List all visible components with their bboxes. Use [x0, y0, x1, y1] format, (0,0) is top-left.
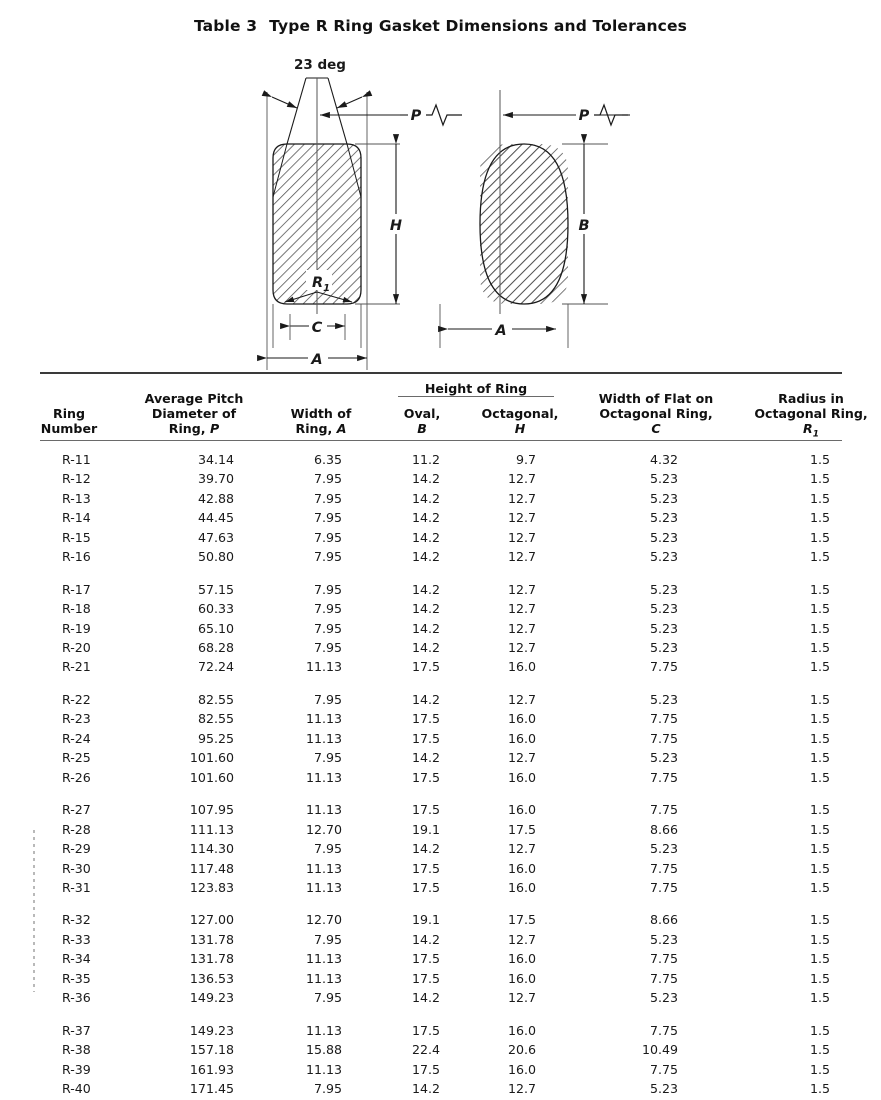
cell-R1: 1.5 — [809, 931, 830, 947]
cell-A: 7.95 — [313, 841, 342, 857]
column-header-radius: Radius in Octagonal Ring, $R_1$ — [754, 391, 868, 440]
cell-B: 17.5 — [411, 730, 440, 746]
cell-C: 8.66 — [649, 912, 678, 928]
cell-A: 11.13 — [305, 711, 342, 727]
table-row — [0, 621, 881, 640]
cell-A: 7.95 — [313, 601, 342, 617]
table-row — [0, 1023, 881, 1042]
cell-R1: 1.5 — [809, 529, 830, 545]
cell-C: 5.23 — [649, 510, 678, 526]
cell-A: 11.13 — [305, 1022, 342, 1038]
cell-A: 12.70 — [305, 912, 342, 928]
table-row — [0, 802, 881, 821]
cell-C: 5.23 — [649, 581, 678, 597]
cell-A: 11.13 — [305, 970, 342, 986]
cell-ring_number: R-39 — [62, 1061, 91, 1077]
table-row — [0, 861, 881, 880]
page-title — [0, 17, 881, 35]
cell-C: 7.75 — [649, 951, 678, 967]
cell-ring_number: R-32 — [62, 912, 91, 928]
cell-ring_number: R-22 — [62, 691, 91, 707]
cell-C: 7.75 — [649, 730, 678, 746]
cell-ring_number: R-37 — [62, 1022, 91, 1038]
cell-B: 14.2 — [411, 841, 440, 857]
column-header-pitch-diameter: Average Pitch Diameter of Ring, P — [144, 391, 244, 437]
cell-H: 12.7 — [507, 620, 536, 636]
cell-B: 14.2 — [411, 471, 440, 487]
cell-ring_number: R-38 — [62, 1042, 91, 1058]
cell-A: 11.13 — [305, 951, 342, 967]
cell-A: 7.95 — [313, 1081, 342, 1096]
cell-R1: 1.5 — [809, 640, 830, 655]
cell-A: 11.13 — [305, 879, 342, 895]
cell-ring_number: R-30 — [62, 860, 91, 876]
cell-P: 95.25 — [197, 730, 234, 746]
oval-width-label: A — [495, 323, 507, 339]
cell-H: 12.7 — [507, 640, 536, 655]
cell-H: 9.7 — [515, 452, 536, 467]
octagonal-height-label: H — [389, 218, 403, 234]
table-row — [0, 971, 881, 990]
cell-R1: 1.5 — [809, 1042, 830, 1058]
cell-P: 50.80 — [197, 549, 234, 565]
cell-ring_number: R-23 — [62, 711, 91, 727]
cell-ring_number: R-11 — [62, 452, 91, 467]
table-row — [0, 1081, 881, 1100]
cell-A: 15.88 — [305, 1042, 342, 1058]
cell-P: 72.24 — [197, 659, 234, 675]
cell-P: 114.30 — [189, 841, 234, 857]
cell-C: 7.75 — [649, 769, 678, 785]
cell-C: 5.23 — [649, 841, 678, 857]
cell-H: 12.7 — [507, 750, 536, 766]
table-row — [0, 601, 881, 620]
cell-P: 39.70 — [197, 471, 234, 487]
cell-A: 11.13 — [305, 1061, 342, 1077]
cell-P: 60.33 — [197, 601, 234, 617]
cell-ring_number: R-25 — [62, 750, 91, 766]
cell-R1: 1.5 — [809, 1061, 830, 1077]
cell-ring_number: R-35 — [62, 970, 91, 986]
cell-ring_number: R-16 — [62, 549, 91, 565]
cell-P: 136.53 — [189, 970, 234, 986]
table-row — [0, 750, 881, 769]
cell-C: 7.75 — [649, 711, 678, 727]
cell-ring_number: R-24 — [62, 730, 91, 746]
table-row — [0, 452, 881, 471]
cell-A: 7.95 — [313, 529, 342, 545]
cell-B: 17.5 — [411, 951, 440, 967]
cell-R1: 1.5 — [809, 951, 830, 967]
cell-C: 5.23 — [649, 691, 678, 707]
cell-R1: 1.5 — [809, 601, 830, 617]
cell-C: 7.75 — [649, 860, 678, 876]
cell-ring_number: R-20 — [62, 640, 91, 655]
cell-C: 8.66 — [649, 821, 678, 837]
cell-R1: 1.5 — [809, 730, 830, 746]
cell-B: 17.5 — [411, 769, 440, 785]
cell-B: 14.2 — [411, 990, 440, 1006]
cell-B: 19.1 — [411, 912, 440, 928]
cell-A: 7.95 — [313, 549, 342, 565]
cell-H: 12.7 — [507, 601, 536, 617]
cell-H: 16.0 — [507, 1061, 536, 1077]
column-header-oval: Oval, B — [403, 406, 441, 437]
cell-P: 149.23 — [189, 1022, 234, 1038]
cell-H: 16.0 — [507, 769, 536, 785]
cell-B: 17.5 — [411, 970, 440, 986]
cell-ring_number: R-19 — [62, 620, 91, 636]
cell-H: 12.7 — [507, 471, 536, 487]
cell-P: 107.95 — [189, 802, 234, 818]
cell-C: 7.75 — [649, 879, 678, 895]
cell-H: 12.7 — [507, 529, 536, 545]
cell-R1: 1.5 — [809, 510, 830, 526]
cell-B: 17.5 — [411, 1061, 440, 1077]
cell-A: 7.95 — [313, 931, 342, 947]
cell-B: 14.2 — [411, 1081, 440, 1096]
cell-ring_number: R-28 — [62, 821, 91, 837]
cell-H: 12.7 — [507, 691, 536, 707]
cell-H: 16.0 — [507, 730, 536, 746]
cell-A: 7.95 — [313, 990, 342, 1006]
cell-A: 7.95 — [313, 490, 342, 506]
cell-R1: 1.5 — [809, 802, 830, 818]
cell-H: 12.7 — [507, 581, 536, 597]
cell-ring_number: R-18 — [62, 601, 91, 617]
cell-B: 17.5 — [411, 802, 440, 818]
cell-C: 5.23 — [649, 549, 678, 565]
cell-B: 14.2 — [411, 549, 440, 565]
cell-P: 127.00 — [189, 912, 234, 928]
table-number: Table 3 — [193, 17, 258, 35]
cell-A: 7.95 — [313, 750, 342, 766]
cell-A: 11.13 — [305, 860, 342, 876]
table-row — [0, 491, 881, 510]
oval-ring-shape — [480, 144, 568, 304]
cell-P: 82.55 — [197, 691, 234, 707]
cell-A: 11.13 — [305, 659, 342, 675]
table-row — [0, 530, 881, 549]
cell-C: 5.23 — [649, 931, 678, 947]
table-row — [0, 1062, 881, 1081]
cell-P: 34.14 — [197, 452, 234, 467]
cell-H: 16.0 — [507, 860, 536, 876]
column-header-width-of-flat: Width of Flat on Octagonal Ring, C — [598, 391, 714, 437]
table-row — [0, 770, 881, 803]
cell-A: 6.35 — [313, 452, 342, 467]
table-row — [0, 1042, 881, 1061]
table-row — [0, 471, 881, 490]
cell-A: 11.13 — [305, 730, 342, 746]
cell-ring_number: R-17 — [62, 581, 91, 597]
cell-P: 57.15 — [197, 581, 234, 597]
cell-C: 5.23 — [649, 529, 678, 545]
cell-P: 44.45 — [197, 510, 234, 526]
cell-H: 16.0 — [507, 879, 536, 895]
cell-H: 12.7 — [507, 990, 536, 1006]
cell-H: 12.7 — [507, 510, 536, 526]
table-row — [0, 990, 881, 1023]
cell-R1: 1.5 — [809, 750, 830, 766]
cell-A: 7.95 — [313, 510, 342, 526]
cell-H: 12.7 — [507, 1081, 536, 1096]
cell-A: 11.13 — [305, 769, 342, 785]
cell-ring_number: R-40 — [62, 1081, 91, 1096]
cell-B: 11.2 — [411, 452, 440, 467]
cell-B: 14.2 — [411, 691, 440, 707]
angle-label: 23 deg — [294, 57, 346, 73]
cell-A: 7.95 — [313, 620, 342, 636]
table-body — [0, 452, 881, 1100]
radius-label: $R_1$ — [312, 275, 331, 294]
cell-B: 17.5 — [411, 860, 440, 876]
column-header-height-of-ring: Height of Ring — [424, 381, 528, 396]
cell-B: 14.2 — [411, 529, 440, 545]
cell-P: 101.60 — [189, 769, 234, 785]
cell-H: 12.7 — [507, 931, 536, 947]
table-row — [0, 711, 881, 730]
cell-H: 17.5 — [507, 912, 536, 928]
cell-B: 17.5 — [411, 659, 440, 675]
cell-R1: 1.5 — [809, 581, 830, 597]
cell-B: 17.5 — [411, 1022, 440, 1038]
cell-B: 19.1 — [411, 821, 440, 837]
pitch-label-left: P — [410, 108, 422, 124]
cell-P: 111.13 — [189, 821, 234, 837]
cell-P: 157.18 — [189, 1042, 234, 1058]
cell-ring_number: R-15 — [62, 529, 91, 545]
cell-C: 10.49 — [641, 1042, 678, 1058]
table-row — [0, 692, 881, 711]
cell-B: 17.5 — [411, 879, 440, 895]
cell-R1: 1.5 — [809, 970, 830, 986]
cell-R1: 1.5 — [809, 711, 830, 727]
cell-C: 5.23 — [649, 750, 678, 766]
cell-R1: 1.5 — [809, 990, 830, 1006]
cell-R1: 1.5 — [809, 691, 830, 707]
cell-R1: 1.5 — [809, 659, 830, 675]
cell-H: 16.0 — [507, 802, 536, 818]
cell-B: 14.2 — [411, 640, 440, 655]
cell-H: 16.0 — [507, 951, 536, 967]
cell-A: 7.95 — [313, 640, 342, 655]
table-row — [0, 841, 881, 860]
cell-P: 123.83 — [189, 879, 234, 895]
cell-B: 14.2 — [411, 620, 440, 636]
ring-gasket-diagram — [0, 52, 881, 370]
cell-B: 14.2 — [411, 750, 440, 766]
cell-P: 149.23 — [189, 990, 234, 1006]
cell-C: 5.23 — [649, 620, 678, 636]
cell-ring_number: R-34 — [62, 951, 91, 967]
cell-R1: 1.5 — [809, 549, 830, 565]
cell-ring_number: R-21 — [62, 659, 91, 675]
table-row — [0, 932, 881, 951]
cell-R1: 1.5 — [809, 841, 830, 857]
table-top-rule — [40, 372, 842, 374]
cell-C: 7.75 — [649, 659, 678, 675]
cell-P: 68.28 — [197, 640, 234, 655]
cell-H: 16.0 — [507, 1022, 536, 1038]
cell-ring_number: R-14 — [62, 510, 91, 526]
cell-B: 17.5 — [411, 711, 440, 727]
cell-ring_number: R-26 — [62, 769, 91, 785]
column-header-ring-number: Ring Number — [40, 406, 98, 437]
cell-C: 5.23 — [649, 990, 678, 1006]
cell-C: 7.75 — [649, 1022, 678, 1038]
table-row — [0, 549, 881, 582]
cell-C: 5.23 — [649, 490, 678, 506]
cell-A: 7.95 — [313, 471, 342, 487]
cell-H: 16.0 — [507, 711, 536, 727]
cell-ring_number: R-29 — [62, 841, 91, 857]
table-row — [0, 582, 881, 601]
table-row — [0, 912, 881, 931]
cell-R1: 1.5 — [809, 879, 830, 895]
cell-R1: 1.5 — [809, 620, 830, 636]
cell-B: 14.2 — [411, 601, 440, 617]
cell-P: 42.88 — [197, 490, 234, 506]
cell-H: 12.7 — [507, 549, 536, 565]
cell-R1: 1.5 — [809, 490, 830, 506]
cell-ring_number: R-36 — [62, 990, 91, 1006]
cell-B: 14.2 — [411, 490, 440, 506]
cell-A: 12.70 — [305, 821, 342, 837]
table-row — [0, 951, 881, 970]
cell-P: 131.78 — [189, 931, 234, 947]
cell-H: 17.5 — [507, 821, 536, 837]
cell-R1: 1.5 — [809, 471, 830, 487]
cell-P: 171.45 — [189, 1081, 234, 1096]
cell-H: 16.0 — [507, 970, 536, 986]
cell-P: 82.55 — [197, 711, 234, 727]
cell-P: 47.63 — [197, 529, 234, 545]
table-header-rule — [40, 440, 842, 441]
flat-width-label: C — [311, 320, 323, 336]
table-row — [0, 822, 881, 841]
cell-B: 14.2 — [411, 931, 440, 947]
table-title-text: Type R Ring Gasket Dimensions and Tolerances — [269, 17, 688, 35]
cell-H: 20.6 — [507, 1042, 536, 1058]
cell-R1: 1.5 — [809, 452, 830, 467]
cell-B: 14.2 — [411, 510, 440, 526]
oval-height-label: B — [578, 218, 590, 234]
column-header-width-of-ring: Width of Ring, A — [290, 406, 352, 437]
cell-C: 4.32 — [649, 452, 678, 467]
cell-P: 65.10 — [197, 620, 234, 636]
cell-A: 7.95 — [313, 691, 342, 707]
column-header-octagonal: Octagonal, H — [481, 406, 559, 437]
cell-P: 161.93 — [189, 1061, 234, 1077]
revision-change-bar — [33, 830, 35, 992]
cell-P: 117.48 — [189, 860, 234, 876]
cell-R1: 1.5 — [809, 912, 830, 928]
table-row — [0, 880, 881, 913]
cell-C: 7.75 — [649, 802, 678, 818]
cell-C: 7.75 — [649, 1061, 678, 1077]
cell-P: 131.78 — [189, 951, 234, 967]
octagonal-width-label: A — [311, 352, 323, 368]
cell-P: 101.60 — [189, 750, 234, 766]
table-row — [0, 640, 881, 659]
cell-ring_number: R-13 — [62, 490, 91, 506]
cell-H: 12.7 — [507, 841, 536, 857]
cell-ring_number: R-12 — [62, 471, 91, 487]
cell-R1: 1.5 — [809, 1022, 830, 1038]
table-row — [0, 510, 881, 529]
cell-C: 5.23 — [649, 601, 678, 617]
cell-C: 5.23 — [649, 640, 678, 655]
cell-ring_number: R-31 — [62, 879, 91, 895]
cell-R1: 1.5 — [809, 821, 830, 837]
cell-B: 14.2 — [411, 581, 440, 597]
cell-A: 11.13 — [305, 802, 342, 818]
cell-ring_number: R-33 — [62, 931, 91, 947]
cell-A: 7.95 — [313, 581, 342, 597]
cell-B: 22.4 — [411, 1042, 440, 1058]
cell-H: 16.0 — [507, 659, 536, 675]
cell-ring_number: R-27 — [62, 802, 91, 818]
cell-R1: 1.5 — [809, 1081, 830, 1096]
table-row — [0, 659, 881, 692]
cell-R1: 1.5 — [809, 860, 830, 876]
pitch-label-right: P — [578, 108, 590, 124]
cell-C: 5.23 — [649, 471, 678, 487]
cell-R1: 1.5 — [809, 769, 830, 785]
cell-C: 7.75 — [649, 970, 678, 986]
table-row — [0, 731, 881, 750]
cell-C: 5.23 — [649, 1081, 678, 1096]
cell-H: 12.7 — [507, 490, 536, 506]
